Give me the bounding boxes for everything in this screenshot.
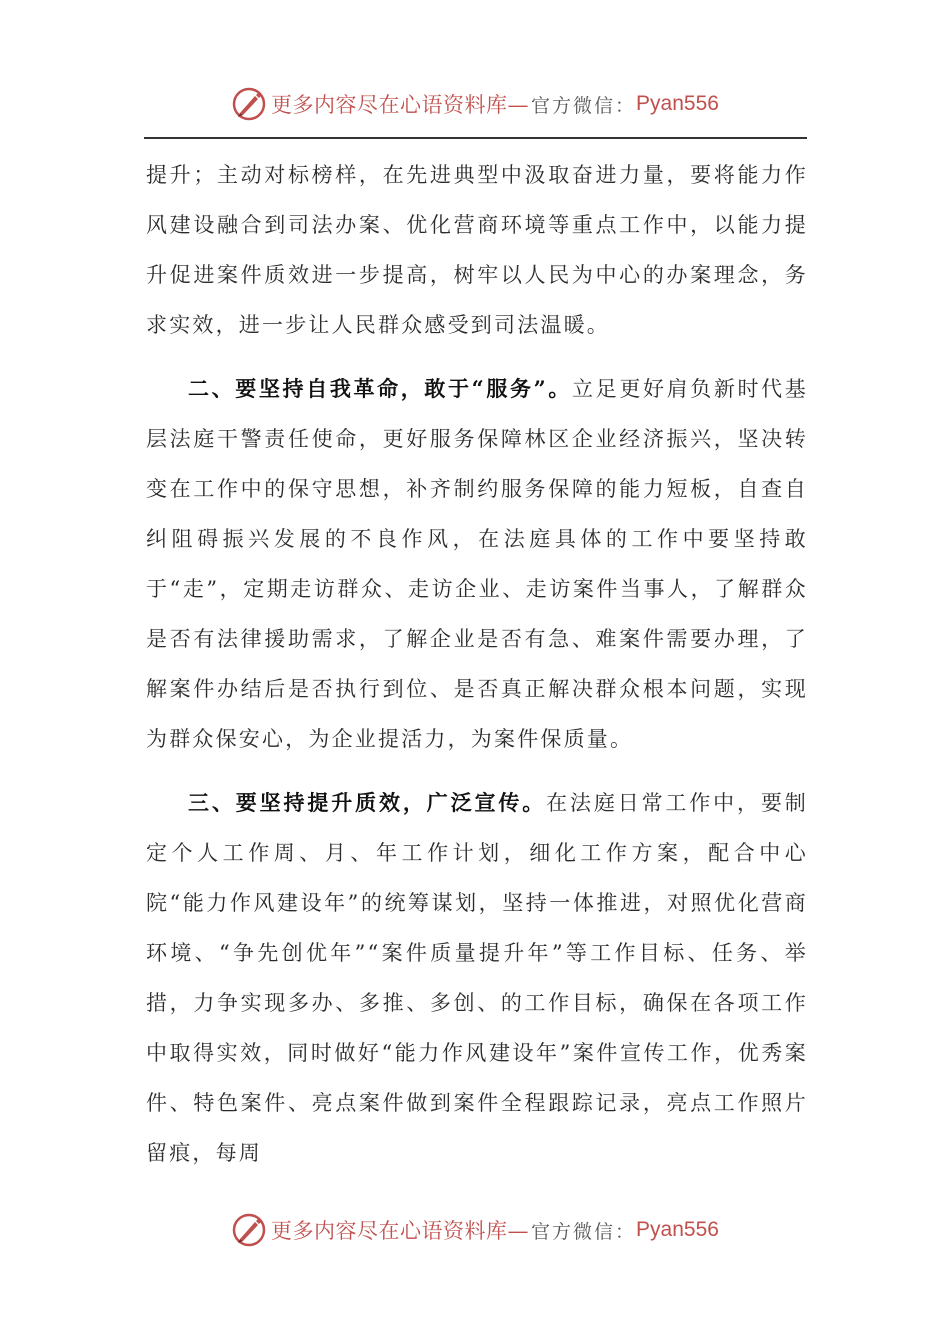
footer-banner [0,1210,950,1250]
paragraph-text: 提升；主动对标榜样，在先进典型中汲取奋进力量，要将能力作风建设融合到司法办案、优化营商环境等重点工作中，以能力提升促进案件质效进一步提高，树牢以人民为中心的办案理念，务求实效，进一步让人民群众感受到司法温暖。 [146,163,808,337]
paragraph [146,364,808,764]
header-divider [144,137,807,139]
paragraph-lead: 三、要坚持提升质效，广泛宣传。 [188,790,547,815]
pen-logo-icon [231,1212,267,1248]
header-banner [0,84,950,124]
paragraph-text: 在法庭日常工作中，要制定个人工作周、月、年工作计划，细化工作方案，配合中心院“能力作风建设年”的统筹谋划，坚持一体推进，对照优化营商环境、“争先创优年”“案件质量提升年”等工作目标、任务、举措，力争实现多办、多推、多创、的工作目标，确保在各项工作中取得实效，同时做好“能力作风建设年”案件宣传工作，优秀案件、特色案件、亮点案件做到案件全程跟踪记录，亮点工作照片留痕，每周 [146,791,808,1165]
banner-main-text: 更多内容尽在心语资料库— [271,1219,530,1243]
paragraph-lead: 二、要坚持自我革命，敢于“服务”。 [188,376,573,401]
banner-main-text: 更多内容尽在心语资料库— [271,93,530,117]
banner-handle: Pyan556 [636,1218,719,1241]
banner-handle: Pyan556 [636,92,719,115]
paragraph-text: 立足更好肩负新时代基层法庭干警责任使命，更好服务保障林区企业经济振兴，坚决转变在工作中的保守思想，补齐制约服务保障的能力短板，自查自纠阻碍振兴发展的不良作风，在法庭具体的工作中要坚持敢于“走”，定期走访群众、走访企业、走访案件当事人，了解群众是否有法律援助需求，了解企业是否有急、难案件需要办理，了解案件办结后是否执行到位、是否真正解决群众根本问题，实现为群众保安心，为企业提活力，为案件保质量。 [146,377,809,751]
pen-logo-icon [231,86,267,122]
document-body [146,150,808,1178]
banner-wechat-label: 官方微信： [531,94,637,117]
paragraph [146,778,808,1178]
paragraph [146,150,808,350]
banner-wechat-label: 官方微信： [531,1220,637,1243]
